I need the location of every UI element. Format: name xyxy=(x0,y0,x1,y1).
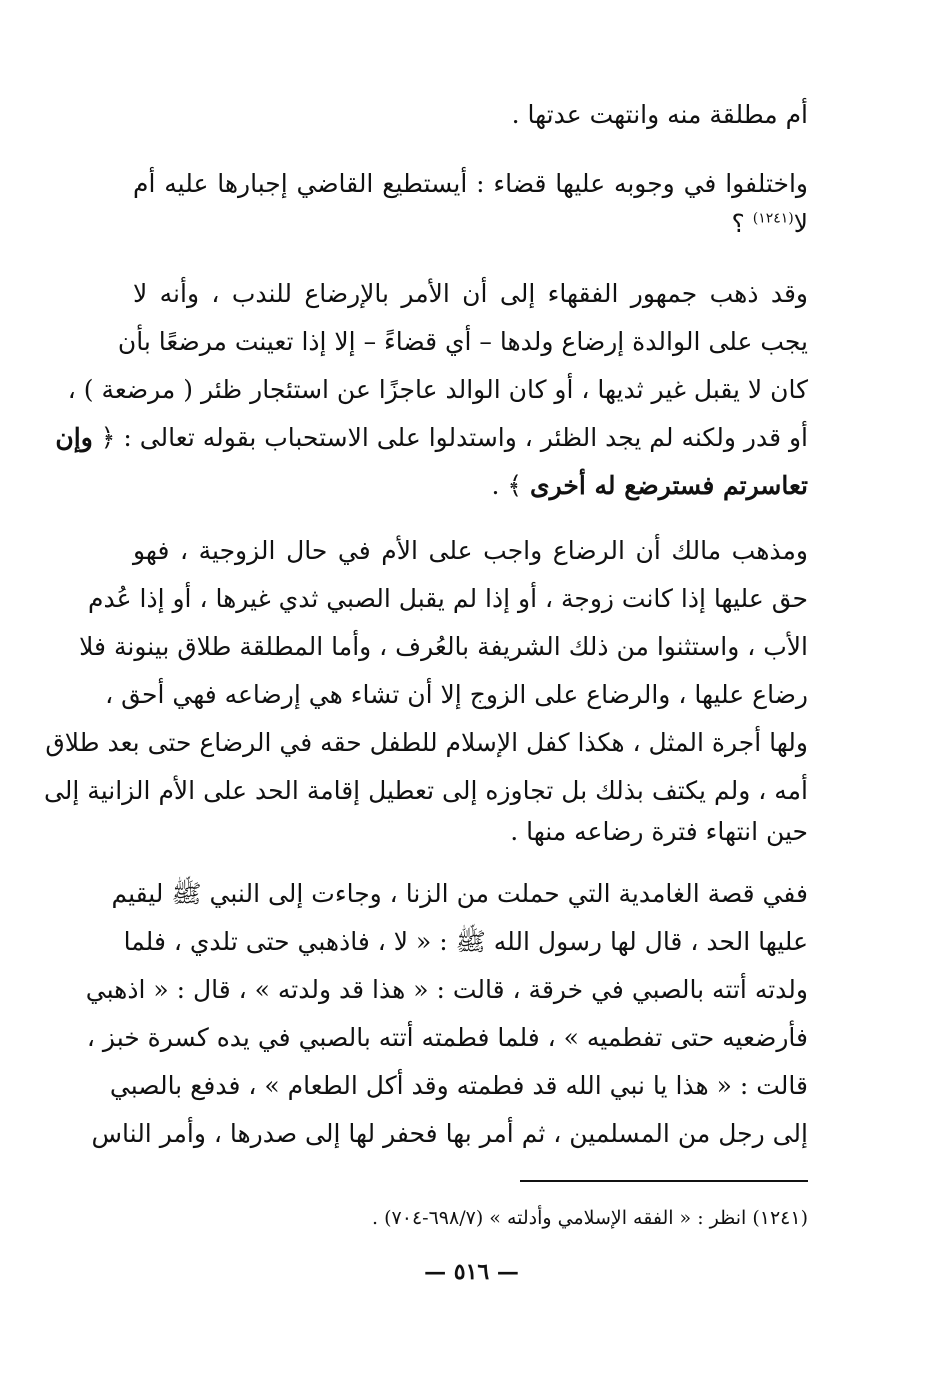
text-line xyxy=(133,462,808,510)
text-line: ولدته أتته بالصبي في خرقة ، قالت : « هذا قد ولدته » ، قال : « اذهبي xyxy=(85,975,808,1004)
footnote: (١٢٤١) انظر : « الفقه الإسلامي وأدلته » (٦٩٨/٧-٧٠٤) . xyxy=(372,1207,808,1229)
text-line: واختلفوا في وجوبه عليها قضاء : أيستطيع القاضي إجبارها عليه أم xyxy=(133,169,808,198)
footnote-separator xyxy=(520,1180,808,1182)
text-line: يجب على الوالدة إرضاع ولدها – أي قضاءً – إلا إذا تعينت مرضعًا بأن xyxy=(117,327,808,356)
text-line: حين انتهاء فترة رضاعه منها . xyxy=(510,817,808,846)
text-line: ومذهب مالك أن الرضاع واجب على الأم في حال الزوجية ، فهو xyxy=(133,536,808,565)
text-line xyxy=(133,200,808,248)
text-line: ففي قصة الغامدية التي حملت من الزنا ، وجاءت إلى النبي ﷺ ليقيم xyxy=(111,879,808,908)
text-fragment: ﴾ . xyxy=(491,471,523,500)
quran-verse-text: وإن xyxy=(55,423,93,452)
text-line: ولها أجرة المثل ، هكذا كفل الإسلام للطفل حقه في الرضاع حتى بعد طلاق xyxy=(45,728,808,757)
text-line: قالت : « هذا يا نبي الله قد فطمته وقد أكل الطعام » ، فدفع بالصبي xyxy=(109,1071,808,1100)
text-line: الأب ، واستثنوا من ذلك الشريفة بالعُرف ، وأما المطلقة طلاق بينونة فلا xyxy=(79,632,808,661)
text-fragment: أو قدر ولكنه لم يجد الظئر ، واستدلوا على الاستحباب بقوله تعالى : ﴿ xyxy=(100,423,808,452)
text-line: حق عليها إذا كانت زوجة ، أو إذا لم يقبل الصبي ثدي غيرها ، أو إذا عُدم xyxy=(88,584,808,613)
text-line: رضاع عليها ، والرضاع على الزوج إلا أن تشاء هي إرضاعه فهي أحق ، xyxy=(105,680,808,709)
text-line: كان لا يقبل غير ثديها ، أو كان الوالد عاجزًا عن استئجار ظئر ( مرضعة ) ، xyxy=(67,375,808,404)
text-line: إلى رجل من المسلمين ، ثم أمر بها فحفر لها إلى صدرها ، وأمر الناس xyxy=(91,1119,808,1148)
text-line: فأرضعيه حتى تفطميه » ، فلما فطمته أتته بالصبي في يده كسرة خبز ، xyxy=(86,1023,808,1052)
text-fragment: ؟ xyxy=(731,209,745,238)
text-line: أمه ، ولم يكتف بذلك بل تجاوزه إلى تعطيل إقامة الحد على الأم الزانية إلى xyxy=(43,776,808,805)
text-fragment: لا xyxy=(793,209,808,238)
footnote-reference[interactable]: (١٢٤١) xyxy=(752,210,794,227)
text-line: أم مطلقة منه وانتهت عدتها . xyxy=(511,100,808,129)
page-number: — ٥١٦ — xyxy=(424,1259,519,1285)
quran-verse-text: تعاسرتم فسترضع له أخرى xyxy=(530,471,808,500)
text-line xyxy=(55,414,808,462)
text-line: عليها الحد ، قال لها رسول الله ﷺ : « لا ، فاذهبي حتى تلدي ، فلما xyxy=(123,927,808,956)
text-line: وقد ذهب جمهور الفقهاء إلى أن الأمر بالإرضاع للندب ، وأنه لا xyxy=(133,279,808,308)
